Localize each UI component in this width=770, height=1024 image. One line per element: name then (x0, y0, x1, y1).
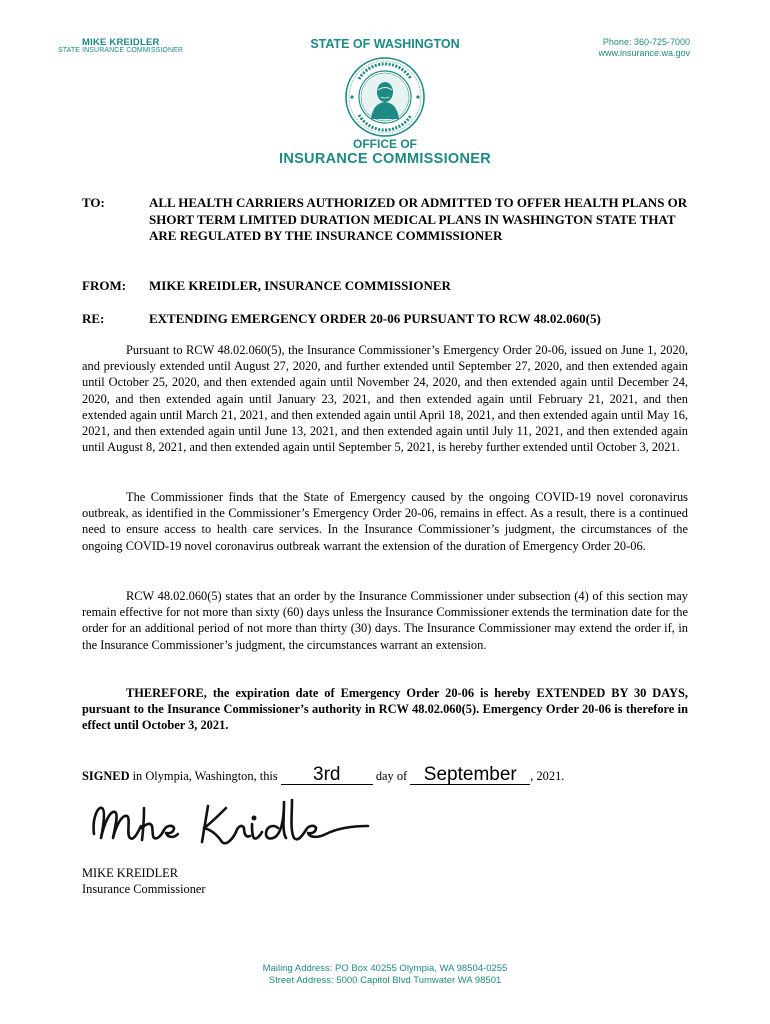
from-label: FROM: (82, 278, 127, 293)
re-label: RE: (82, 311, 105, 326)
footer-mailing-address: Mailing Address: PO Box 40255 Olympia, WA 98504-0255 (262, 963, 508, 974)
signed-day-field: 3rd (281, 766, 373, 785)
re-value: EXTENDING EMERGENCY ORDER 20-06 PURSUANT TO RCW 48.02.060(5) (149, 311, 601, 326)
from-value: MIKE KREIDLER, INSURANCE COMMISSIONER (149, 278, 451, 293)
signer-name: MIKE KREIDLER (82, 866, 179, 880)
signed-location: in Olympia, Washington, this (129, 769, 281, 783)
state-seal-icon (345, 57, 425, 137)
signed-label: SIGNED (82, 769, 130, 783)
signer-title: Insurance Commissioner (82, 882, 206, 896)
to-value: ALL HEALTH CARRIERS AUTHORIZED OR ADMITTED TO OFFER HEALTH PLANS OR SHORT TERM LIMITED DURATION MEDICAL PLANS IN WASHINGTON STATE THAT ARE REGULATED BY THE INSURANCE COMMISSIONER (149, 195, 688, 243)
paragraph-extension-history: Pursuant to RCW 48.02.060(5), the Insurance Commissioner’s Emergency Order 20-06, issued on June 1, 2020, and previously extended until August 27, 2020, and further extended until September 27, 2020, and then extended again until October 25, 2020, and then extended again until November 24, 2020, and then extended again until December 24, 2020, and then extended again until January 23, 2021, and then extended again until February 21, 2021, and then extended again until March 21, 2021, and then extended again until April 18, 2021, and then extended again until May 16, 2021, and then extended again until June 13, 2021, and then extended again until July 11, 2021, and then extended again until August 8, 2021, and then extended again until September 5, 2021, is hereby further extended until October 3, 2021. (82, 343, 688, 455)
header-website: www.insurance.wa.gov (598, 48, 690, 58)
signed-month-field: September (410, 766, 530, 785)
signed-line (82, 766, 564, 785)
paragraph-rcw-statement: RCW 48.02.060(5) states that an order by the Insurance Commissioner under subsection (4) of this section may remain effective for not more than sixty (60) days unless the Insurance Commissioner extends the termination date for the order for an additional period of not more than thirty (30) days. The Insurance Commissioner may extend the order if, in the Insurance Commissioner’s judgment, the circumstances warrant an extension. (82, 589, 688, 652)
office-of-label: OFFICE OF (353, 137, 417, 151)
paragraph-commissioner-finding: The Commissioner finds that the State of Emergency caused by the ongoing COVID-19 novel coronavirus outbreak, as identified in the Commissioner’s Emergency Order 20-06, remains in effect. As a result, there is a continued need to ensure access to health care services. In the Insurance Commissioner’s judgment, the circumstances of the ongoing COVID-19 novel coronavirus outbreak warrant the extension of the duration of Emergency Order 20-06. (82, 490, 688, 553)
header-phone: Phone: 360-725-7000 (602, 37, 690, 47)
to-label: TO: (82, 195, 105, 210)
signed-day-of: day of (372, 769, 411, 783)
header-commissioner-name: MIKE KREIDLER (82, 37, 160, 48)
header-commissioner-subtitle: STATE INSURANCE COMMISSIONER (58, 47, 184, 54)
header-state-title: STATE OF WASHINGTON (310, 37, 460, 51)
footer-street-address: Street Address: 5000 Capitol Blvd Tumwater WA 98501 (268, 975, 502, 986)
handwritten-signature (86, 788, 386, 858)
paragraph-therefore: THEREFORE, the expiration date of Emergency Order 20-06 is hereby EXTENDED BY 30 DAYS, pursuant to the Insurance Commissioner’s authority in RCW 48.02.060(5). Emergency Order 20-06 is therefore in effect until October 3, 2021. (82, 686, 688, 733)
office-commissioner-title: INSURANCE COMMISSIONER (278, 151, 492, 167)
signed-year: , 2021. (530, 769, 565, 783)
